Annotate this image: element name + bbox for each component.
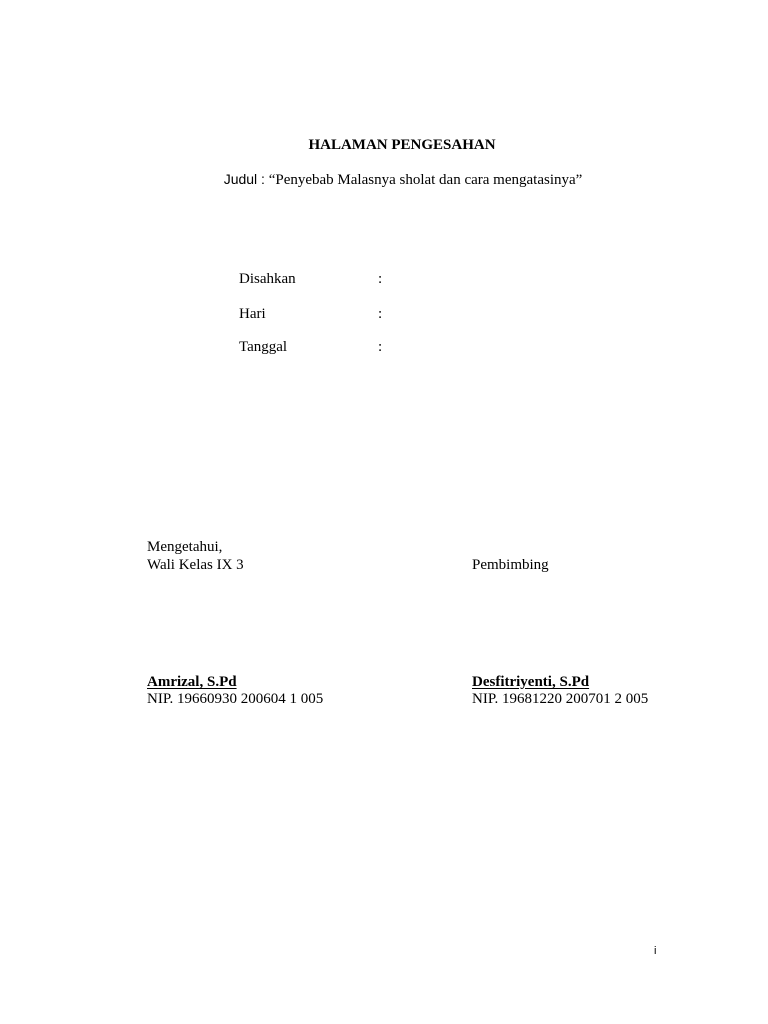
judul-label: Judul :: [223, 171, 265, 187]
field-label-hari: Hari: [239, 306, 266, 322]
field-label-tanggal: Tanggal: [239, 339, 288, 355]
field-colon-hari: :: [378, 306, 383, 322]
page-title: HALAMAN PENGESAHAN: [308, 137, 496, 153]
left-signer-nip: NIP. 19660930 200604 1 005: [147, 691, 324, 707]
field-label-disahkan: Disahkan: [239, 271, 296, 287]
left-signer-name: Amrizal, S.Pd: [147, 674, 237, 690]
acknowledgement-label: Mengetahui,: [147, 539, 223, 555]
page-number: i: [654, 945, 657, 957]
field-colon-disahkan: :: [378, 271, 383, 287]
left-signer-role: Wali Kelas IX 3: [147, 557, 244, 573]
field-colon-tanggal: :: [378, 339, 383, 355]
right-signer-nip: NIP. 19681220 200701 2 005: [472, 691, 649, 707]
judul-line: [0, 171, 768, 189]
right-signer-role: Pembimbing: [472, 557, 549, 573]
judul-value: “Penyebab Malasnya sholat dan cara mengatasinya”: [264, 172, 583, 188]
right-signer-name: Desfitriyenti, S.Pd: [472, 674, 590, 690]
